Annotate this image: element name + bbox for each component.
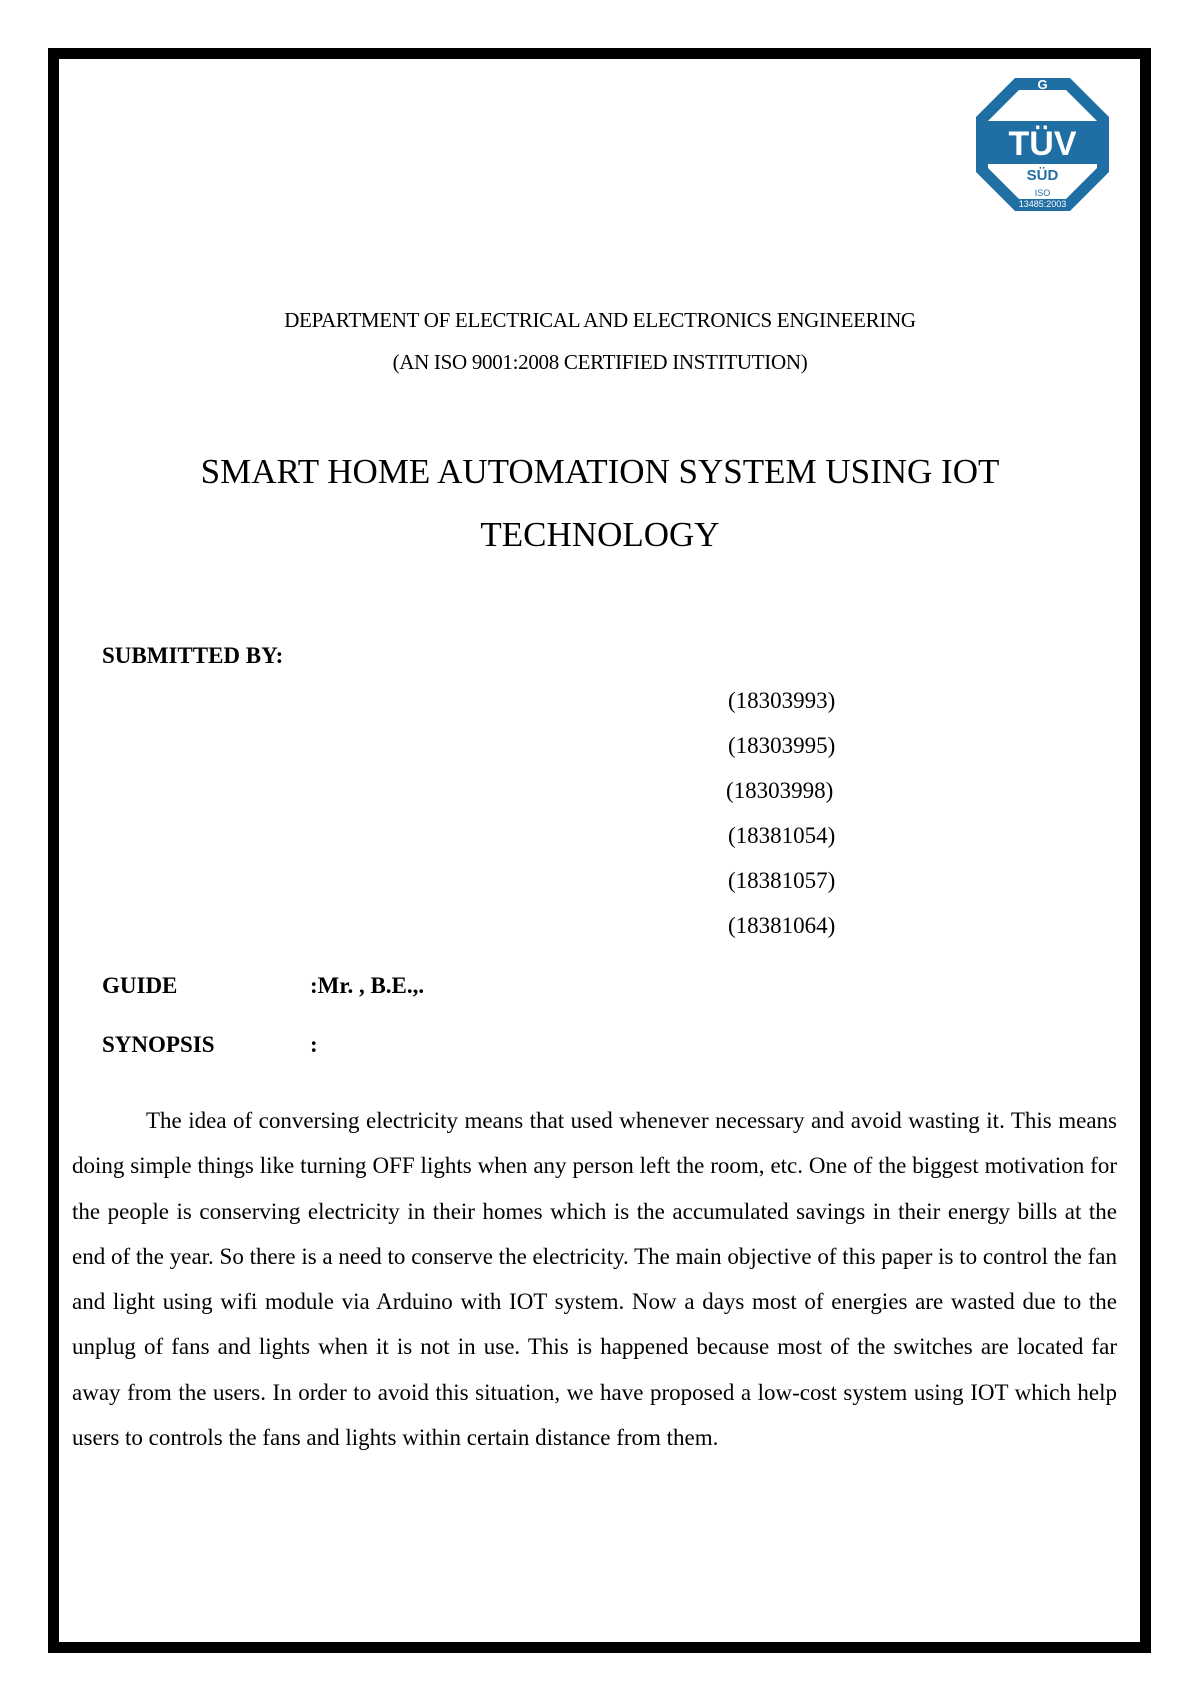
student-id: (18303995) <box>728 733 836 758</box>
project-title-line-1: SMART HOME AUTOMATION SYSTEM USING IOT <box>200 452 1000 491</box>
synopsis-colon: : <box>310 1032 318 1057</box>
student-id: (18303998) <box>726 778 834 803</box>
logo-iso-label: ISO <box>1034 188 1051 198</box>
student-id: (18381054) <box>728 823 836 848</box>
department-heading: DEPARTMENT OF ELECTRICAL AND ELECTRONICS ENGINEERING <box>284 308 916 332</box>
logo-brand: TÜV <box>1008 125 1077 163</box>
certification-heading: (AN ISO 9001:2008 CERTIFIED INSTITUTION) <box>392 350 808 374</box>
synopsis-label: SYNOPSIS <box>102 1032 215 1057</box>
guide-label: GUIDE <box>102 973 178 998</box>
logo-sub: SÜD <box>1026 167 1059 184</box>
project-title-line-2: TECHNOLOGY <box>480 515 720 554</box>
guide-value: :Mr. , B.E.,. <box>310 973 425 998</box>
synopsis-paragraph: The idea of conversing electricity means that used whenever necessary and avoid wasting it. This means doing simple things like turning OFF lights when any person left the room, etc. One of the biggest motivation for the people is conserving electricity in their homes which is the accumulated savings in their energy bills at the end of the year. So there is a need to conserve the electricity. The main objective of this paper is to control the fan and light using wifi module via Arduino with IOT system. Now a days most of energies are wasted due to the unplug of fans and lights when it is not in use. This is happened because most of the switches are located far away from the users. In order to avoid this situation, we have proposed a low-cost system using IOT which help users to controls the fans and lights within certain distance from them. <box>72 1108 1117 1451</box>
student-id: (18381057) <box>728 868 836 893</box>
tuv-sud-logo <box>975 77 1110 212</box>
logo-top-letter: G <box>1037 77 1048 92</box>
submitted-by-label: SUBMITTED BY: <box>102 643 284 668</box>
logo-iso-number: 13485:2003 <box>1018 199 1067 209</box>
student-id: (18303993) <box>728 688 836 713</box>
student-id: (18381064) <box>728 913 836 938</box>
